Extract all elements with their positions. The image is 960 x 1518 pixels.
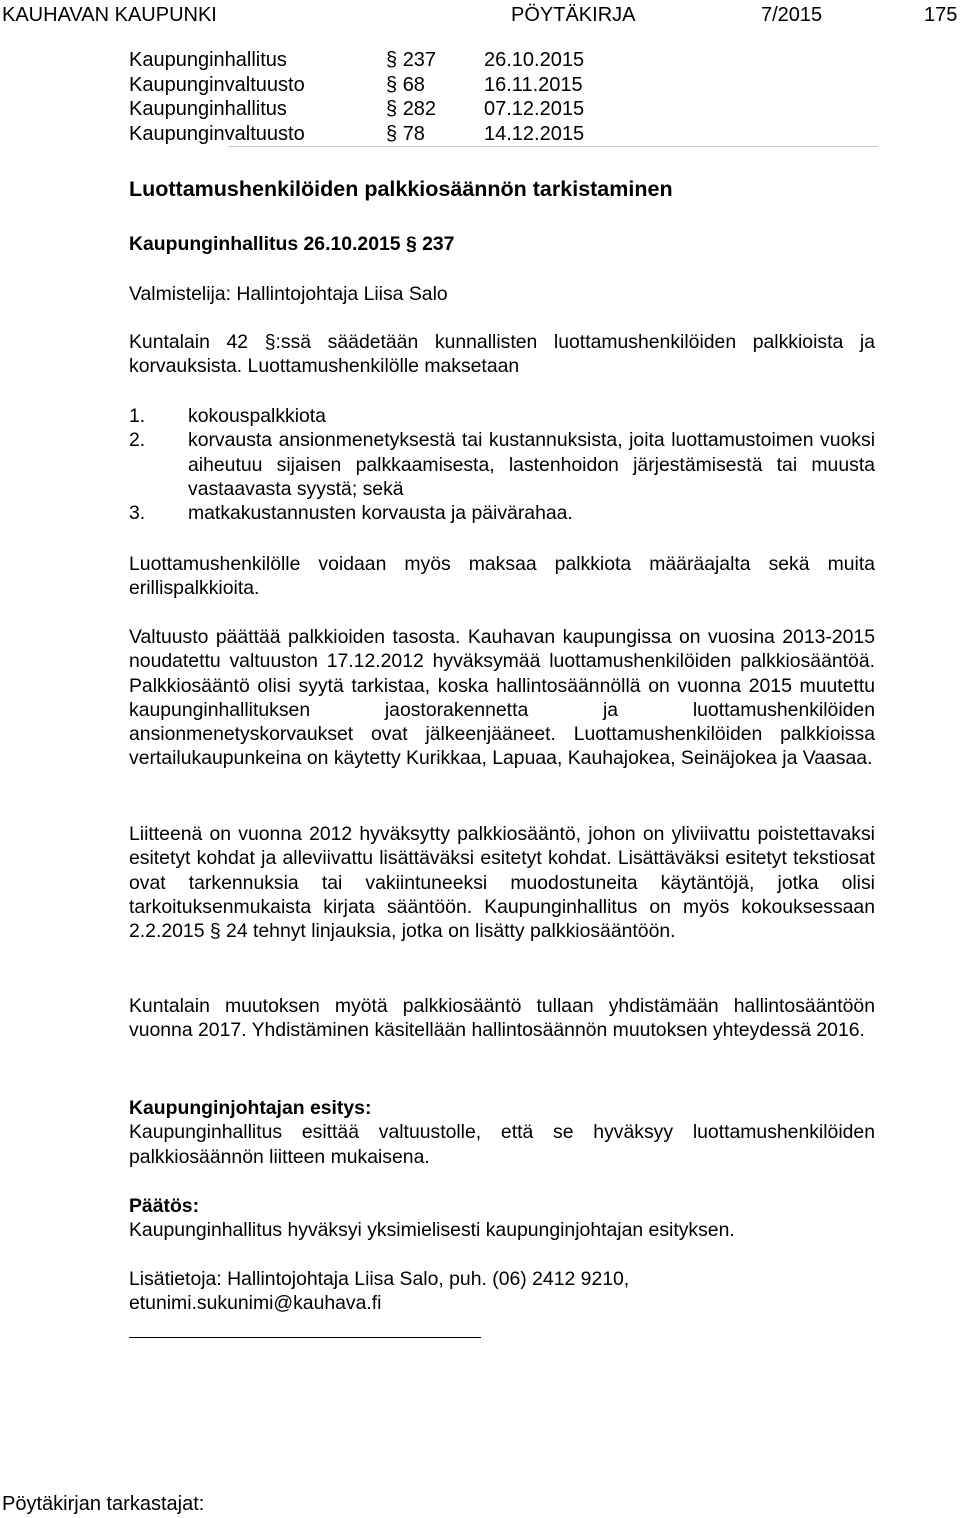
list-item [129, 501, 875, 525]
decision-text: Kaupunginhallitus hyväksyi yksimielisesti kaupunginjohtajan esityksen. [129, 1219, 735, 1242]
session-section: § 78 [386, 122, 425, 145]
proposal-section [129, 1096, 875, 1169]
session-section: § 282 [386, 98, 437, 120]
session-row [129, 97, 889, 122]
session-date: 26.10.2015 [484, 49, 585, 71]
session-body: Kaupunginhallitus [129, 98, 287, 120]
contact-email: etunimi.sukunimi@kauhava.fi [129, 1292, 382, 1315]
paragraph-extra-fees: Luottamushenkilölle voidaan myös maksaa palkkiota määräajalta sekä muita erillispalkkioita. [129, 553, 875, 600]
meeting-reference: Kaupunginhallitus 26.10.2015 § 237 [129, 233, 455, 255]
page-title: Luottamushenkilöiden palkkiosäännön tarkistaminen [129, 177, 673, 201]
session-date: 07.12.2015 [484, 98, 585, 120]
document-type: PÖYTÄKIRJA [511, 4, 636, 26]
paragraph-attachment: Liitteenä on vuonna 2012 hyväksytty palkkiosääntö, johon on yliviivattu poistettavaksi esitetyt kohdat ja alleviivattu lisättäväksi esitetyt kohdat. Lisättäväksi esitetyt tekstiosat ovat tarkennuksia tai vakiintuneeksi muodostuneita käytäntöjä, jotka olisi tarkoituksenmukaista kirjata sääntöön. Kaupunginhallitus on myös kokouksessaan 2.2.2015 § 24 tehnyt linjauksia, jotka on lisätty palkkiosääntöön. [129, 823, 875, 943]
preparer: Valmistelija: Hallintojohtaja Liisa Salo [129, 283, 448, 305]
paragraph-background: Valtuusto päättää palkkioiden tasosta. Kauhavan kaupungissa on vuosina 2013-2015 noudatettu valtuuston 17.12.2012 hyväksymää luottamushenkilöiden palkkiosääntöä. Palkkiosääntö olisi syytä tarkistaa, koska hallintosäännöllä on vuonna 2015 muutettu kaupunginhallituksen jaostorakennetta ja luottamushenkilöiden ansionmenetyskorvaukset ovat jälkeenjääneet. Luottamushenkilöiden palkkioissa vertailukaupunkeina on käytetty Kurikkaa, Lapuaa, Kauhajokea, Seinäjokea ja Vaasaa. [129, 626, 875, 770]
proposal-text: Kaupunginhallitus esittää valtuustolle, että se hyväksyy luottamushenkilöiden palkkiosäännön liitteen mukaisena. [129, 1121, 875, 1168]
intro-paragraph: Kuntalain 42 §:ssä säädetään kunnallisten luottamushenkilöiden palkkioista ja korvauksista. Luottamushenkilölle maksetaan [129, 331, 875, 378]
paragraph-law-change: Kuntalain muutoksen myötä palkkiosääntö tullaan yhdistämään hallintosääntöön vuonna 2017. Yhdistäminen käsitellään hallintosäännön muutoksen yhteydessä 2016. [129, 995, 875, 1042]
list-item [129, 404, 875, 428]
decision-section [129, 1194, 875, 1243]
session-list [129, 48, 889, 146]
signature-line [129, 1337, 481, 1338]
list-text: korvausta ansionmenetyksestä tai kustannuksista, joita luottamustoimen vuoksi aiheutuu sijaisen palkkaamisesta, lastenhoidon järjestämisestä tai muusta vastaavasta syystä; sekä [188, 429, 875, 500]
proposal-heading: Kaupunginjohtajan esitys: [129, 1097, 372, 1119]
session-body: Kaupunginvaltuusto [129, 122, 305, 145]
session-row [129, 73, 889, 98]
compensation-list [129, 404, 875, 525]
reviewers-label: Pöytäkirjan tarkastajat: [2, 1493, 205, 1515]
list-item [129, 428, 875, 501]
session-body: Kaupunginhallitus [129, 49, 287, 71]
list-number: 1. [129, 405, 146, 427]
list-text: kokouspalkkiota [188, 405, 326, 427]
session-date: 16.11.2015 [484, 73, 583, 96]
list-number: 3. [129, 502, 146, 525]
page-header [0, 0, 960, 30]
session-section: § 237 [386, 49, 437, 71]
contact-line: Lisätietoja: Hallintojohtaja Liisa Salo, puh. (06) 2412 9210, [129, 1268, 630, 1290]
session-row [129, 122, 889, 147]
decision-heading: Päätös: [129, 1195, 200, 1217]
session-row [129, 48, 889, 73]
page-number: 175 [924, 4, 958, 26]
document-number: 7/2015 [761, 4, 823, 26]
list-number: 2. [129, 429, 146, 452]
divider [228, 146, 878, 147]
session-date: 14.12.2015 [484, 122, 585, 145]
session-section: § 68 [386, 73, 425, 96]
contact-info [129, 1267, 875, 1316]
session-body: Kaupunginvaltuusto [129, 73, 305, 96]
list-text: matkakustannusten korvausta ja päivärahaa. [188, 502, 573, 525]
city-name: KAUHAVAN KAUPUNKI [2, 4, 217, 26]
